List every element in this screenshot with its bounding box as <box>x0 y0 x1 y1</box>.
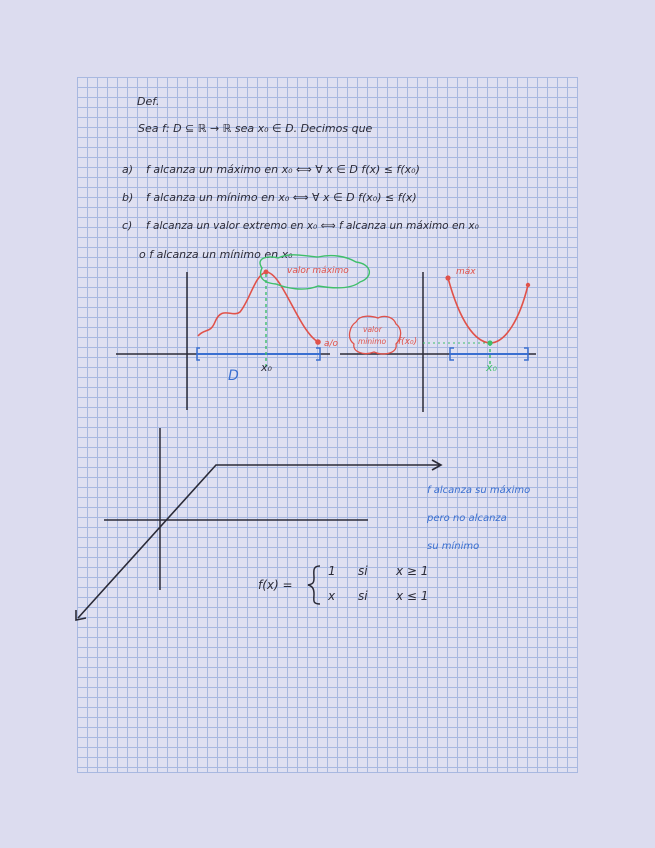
graph1-max-point <box>264 270 269 275</box>
graph1-max-label: valor máximo <box>287 266 349 276</box>
graph-max-on-interval <box>116 255 369 410</box>
graph-min-parabola <box>340 267 536 412</box>
example-note-line3: su mínimo <box>427 541 480 552</box>
case1-si: si <box>358 564 368 578</box>
example-note-line2: pero no alcanza <box>427 513 507 524</box>
graph1-function-curve <box>198 272 318 342</box>
graph2-x0-label: x₀ <box>486 361 497 374</box>
piecewise-definition <box>258 564 428 604</box>
case2-value: x <box>328 589 336 603</box>
graph1-endpoint <box>315 339 321 345</box>
graph2-function-curve <box>448 278 528 343</box>
graph1-domain-label: D <box>228 368 239 384</box>
graph2-min-label-line1: valor <box>363 325 382 334</box>
item-c-label: c) <box>122 219 133 232</box>
case2-condition: x ≤ 1 <box>396 589 429 603</box>
graph3-function-curve <box>78 465 440 618</box>
graph2-right-endpoint <box>526 283 530 287</box>
example-note-line1: f alcanza su máximo <box>427 485 531 496</box>
item-a-text: f alcanza un máximo en x₀ ⟺ ∀ x ∈ D f(x) ≤ f(x₀) <box>146 163 420 176</box>
definition-heading: Def. <box>137 95 160 108</box>
item-c-continuation: o f alcanza un mínimo en x₀ <box>139 248 293 261</box>
piecewise-brace <box>308 566 320 604</box>
graph2-max-point <box>445 275 450 280</box>
item-a-label: a) <box>122 163 134 176</box>
graph1-x0-label: x₀ <box>261 361 272 374</box>
item-b-label: b) <box>122 191 134 204</box>
case1-value: 1 <box>328 564 336 578</box>
case1-condition: x ≥ 1 <box>396 564 429 578</box>
item-b-text: f alcanza un mínimo en x₀ ⟺ ∀ x ∈ D f(x₀) ≤ f(x) <box>146 191 417 204</box>
definition-intro: Sea f: D ⊆ ℝ → ℝ sea x₀ ∈ D. Decimos que <box>138 122 373 135</box>
case2-si: si <box>358 589 368 603</box>
item-c-text: f alcanza un valor extremo en x₀ ⟺ f alcanza un máximo en x₀ <box>146 220 479 232</box>
graph1-endpoint-label: a/o <box>324 339 339 349</box>
graph2-min-label-cloud <box>350 316 401 354</box>
graph2-min-label-line2: mínimo <box>358 337 387 346</box>
graph2-fx0-label: f(x₀) <box>398 337 418 347</box>
piecewise-f-prefix: f(x) = <box>258 578 293 592</box>
graph2-max-label: máx <box>456 267 476 277</box>
